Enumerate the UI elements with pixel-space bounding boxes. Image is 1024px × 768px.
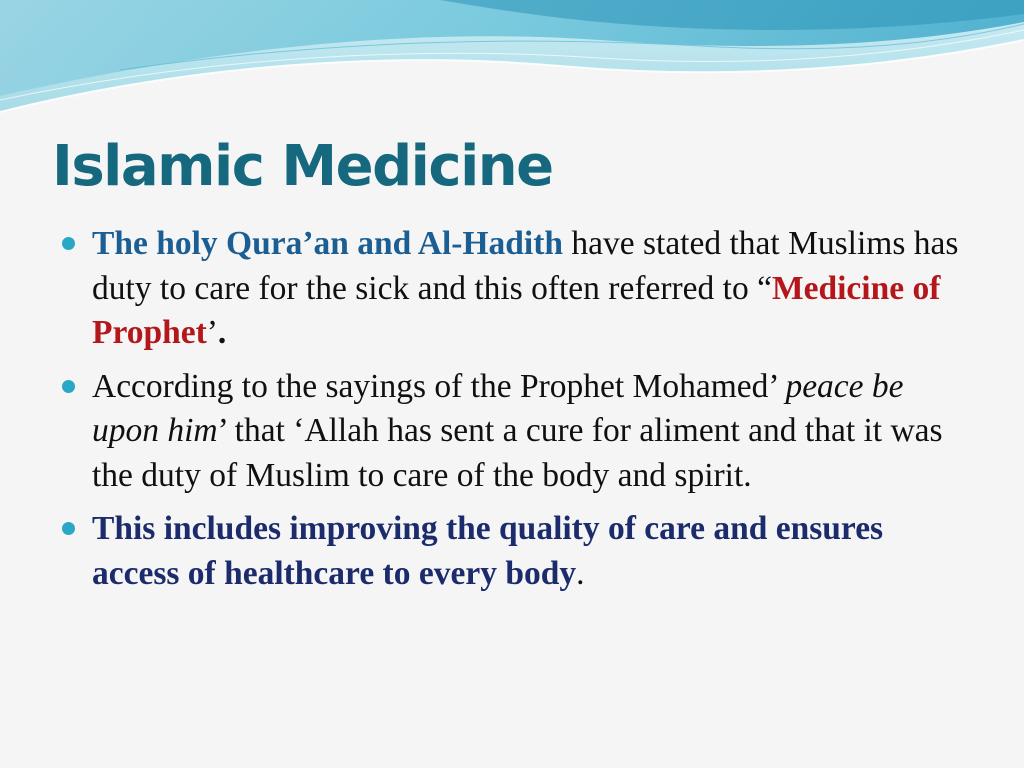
bullet-item-sayings [62, 365, 962, 499]
bullet-dot-icon [62, 237, 75, 250]
bullet-tail-text: ’ [206, 314, 218, 351]
bullet-item-quran [62, 222, 962, 356]
bullet-item-quality [62, 507, 962, 596]
header-wave-decoration [0, 0, 1024, 120]
bullet-dot-icon [62, 380, 75, 393]
bullet-tail-text: . [576, 554, 585, 592]
bullet-dot-icon [62, 522, 75, 535]
bullet-body-text: have stated that Muslims has duty to care for the sick and this often referred to “ [92, 225, 959, 307]
bullet-list [62, 222, 962, 605]
bullet-lead-text: This includes improving the quality of care and ensures access of healthcare to every body [92, 510, 884, 592]
bullet-end-text: . [217, 314, 227, 351]
bullet-emphasis-text: peace be upon him [92, 367, 904, 449]
bullet-emphasis-text: Medicine of Prophet [92, 269, 941, 351]
bullet-lead-text: The holy Qura’an and Al-Hadith [92, 225, 563, 262]
bullet-start-text: According to the sayings of the Prophet Mohamed’ [92, 367, 786, 405]
slide-title: Islamic Medicine [52, 134, 553, 199]
bullet-tail-text: ’ that ‘Allah has sent a cure for aliment and that it was the duty of Muslim to care of the body and spirit. [92, 412, 943, 494]
